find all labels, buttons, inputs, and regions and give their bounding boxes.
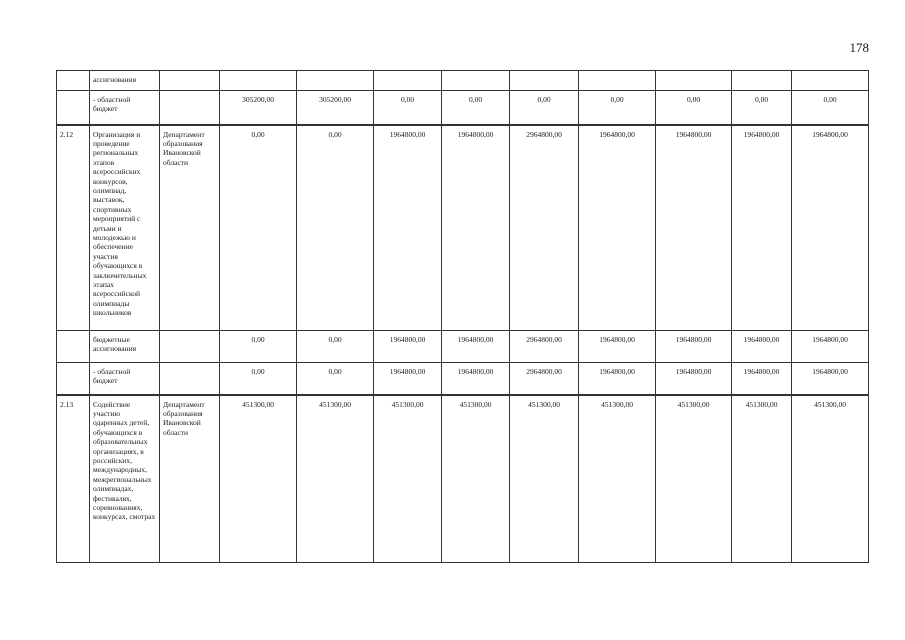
value-cell: 1964800,00 bbox=[442, 331, 510, 363]
value-cell: 451300,00 bbox=[374, 395, 442, 563]
value-cell: 1964800,00 bbox=[579, 125, 656, 331]
value-cell bbox=[792, 71, 869, 91]
row-name: - областной бюджет bbox=[90, 91, 160, 125]
table-row bbox=[57, 71, 869, 91]
value-cell: 0,00 bbox=[220, 331, 297, 363]
value-cell bbox=[579, 71, 656, 91]
value-cell: 1964800,00 bbox=[442, 125, 510, 331]
value-cell bbox=[220, 71, 297, 91]
row-number bbox=[57, 363, 90, 395]
row-name: Содействие участию одаренных детей, обучающихся в образовательных организациях, в российских, международных, межрегиональных олимпиадах, фестивалях, соревнованиях, конкурсах, смотрах bbox=[90, 395, 160, 563]
value-cell: 1964800,00 bbox=[656, 125, 732, 331]
row-executor bbox=[160, 71, 220, 91]
table-row bbox=[57, 331, 869, 363]
value-cell: 0,00 bbox=[220, 363, 297, 395]
table-row bbox=[57, 91, 869, 125]
value-cell bbox=[510, 71, 579, 91]
value-cell: 451300,00 bbox=[656, 395, 732, 563]
value-cell: 451300,00 bbox=[220, 395, 297, 563]
row-name: - областной бюджет bbox=[90, 363, 160, 395]
value-cell: 1964800,00 bbox=[442, 363, 510, 395]
value-cell: 1964800,00 bbox=[374, 363, 442, 395]
value-cell: 2964800,00 bbox=[510, 331, 579, 363]
value-cell: 0,00 bbox=[792, 91, 869, 125]
value-cell: 0,00 bbox=[579, 91, 656, 125]
value-cell: 1964800,00 bbox=[792, 363, 869, 395]
value-cell: 0,00 bbox=[220, 125, 297, 331]
value-cell: 305200,00 bbox=[220, 91, 297, 125]
value-cell bbox=[732, 71, 792, 91]
row-number bbox=[57, 71, 90, 91]
value-cell bbox=[442, 71, 510, 91]
value-cell: 0,00 bbox=[297, 125, 374, 331]
value-cell: 0,00 bbox=[374, 91, 442, 125]
row-name: бюджетные ассигнования bbox=[90, 331, 160, 363]
table-row bbox=[57, 363, 869, 395]
value-cell: 0,00 bbox=[732, 91, 792, 125]
row-number bbox=[57, 331, 90, 363]
value-cell: 1964800,00 bbox=[732, 125, 792, 331]
row-executor bbox=[160, 331, 220, 363]
value-cell: 0,00 bbox=[510, 91, 579, 125]
value-cell: 1964800,00 bbox=[792, 331, 869, 363]
value-cell: 1964800,00 bbox=[792, 125, 869, 331]
value-cell: 1964800,00 bbox=[732, 331, 792, 363]
value-cell: 451300,00 bbox=[510, 395, 579, 563]
value-cell: 451300,00 bbox=[442, 395, 510, 563]
table-row bbox=[57, 395, 869, 563]
table-body bbox=[57, 71, 869, 563]
value-cell: 0,00 bbox=[656, 91, 732, 125]
row-number bbox=[57, 91, 90, 125]
table-row bbox=[57, 125, 869, 331]
budget-table bbox=[56, 70, 869, 563]
value-cell: 451300,00 bbox=[792, 395, 869, 563]
value-cell: 451300,00 bbox=[579, 395, 656, 563]
value-cell bbox=[374, 71, 442, 91]
value-cell: 305200,00 bbox=[297, 91, 374, 125]
page-number: 178 bbox=[849, 40, 869, 55]
value-cell: 451300,00 bbox=[297, 395, 374, 563]
value-cell: 0,00 bbox=[297, 363, 374, 395]
value-cell: 1964800,00 bbox=[579, 331, 656, 363]
value-cell: 0,00 bbox=[442, 91, 510, 125]
row-name: Организация и проведение региональных этапов всероссийских конкурсов, олимпиад, выставок, спортивных мероприятий с детьми и молодежью и обеспечение участия обучающихся в заключительных этапах всероссийской олимпиады школьников bbox=[90, 125, 160, 331]
value-cell: 1964800,00 bbox=[374, 125, 442, 331]
row-executor: Департамент образования Ивановской области bbox=[160, 125, 220, 331]
value-cell bbox=[656, 71, 732, 91]
row-executor bbox=[160, 91, 220, 125]
value-cell: 1964800,00 bbox=[374, 331, 442, 363]
value-cell: 1964800,00 bbox=[732, 363, 792, 395]
row-number: 2.13 bbox=[57, 395, 90, 563]
value-cell: 2964800,00 bbox=[510, 125, 579, 331]
value-cell: 1964800,00 bbox=[656, 363, 732, 395]
value-cell: 1964800,00 bbox=[579, 363, 656, 395]
value-cell bbox=[297, 71, 374, 91]
value-cell: 0,00 bbox=[297, 331, 374, 363]
value-cell: 1964800,00 bbox=[656, 331, 732, 363]
row-executor bbox=[160, 363, 220, 395]
value-cell: 2964800,00 bbox=[510, 363, 579, 395]
row-name: ассигнования bbox=[90, 71, 160, 91]
row-number: 2.12 bbox=[57, 125, 90, 331]
value-cell: 451300,00 bbox=[732, 395, 792, 563]
row-executor: Департамент образования Ивановской области bbox=[160, 395, 220, 563]
